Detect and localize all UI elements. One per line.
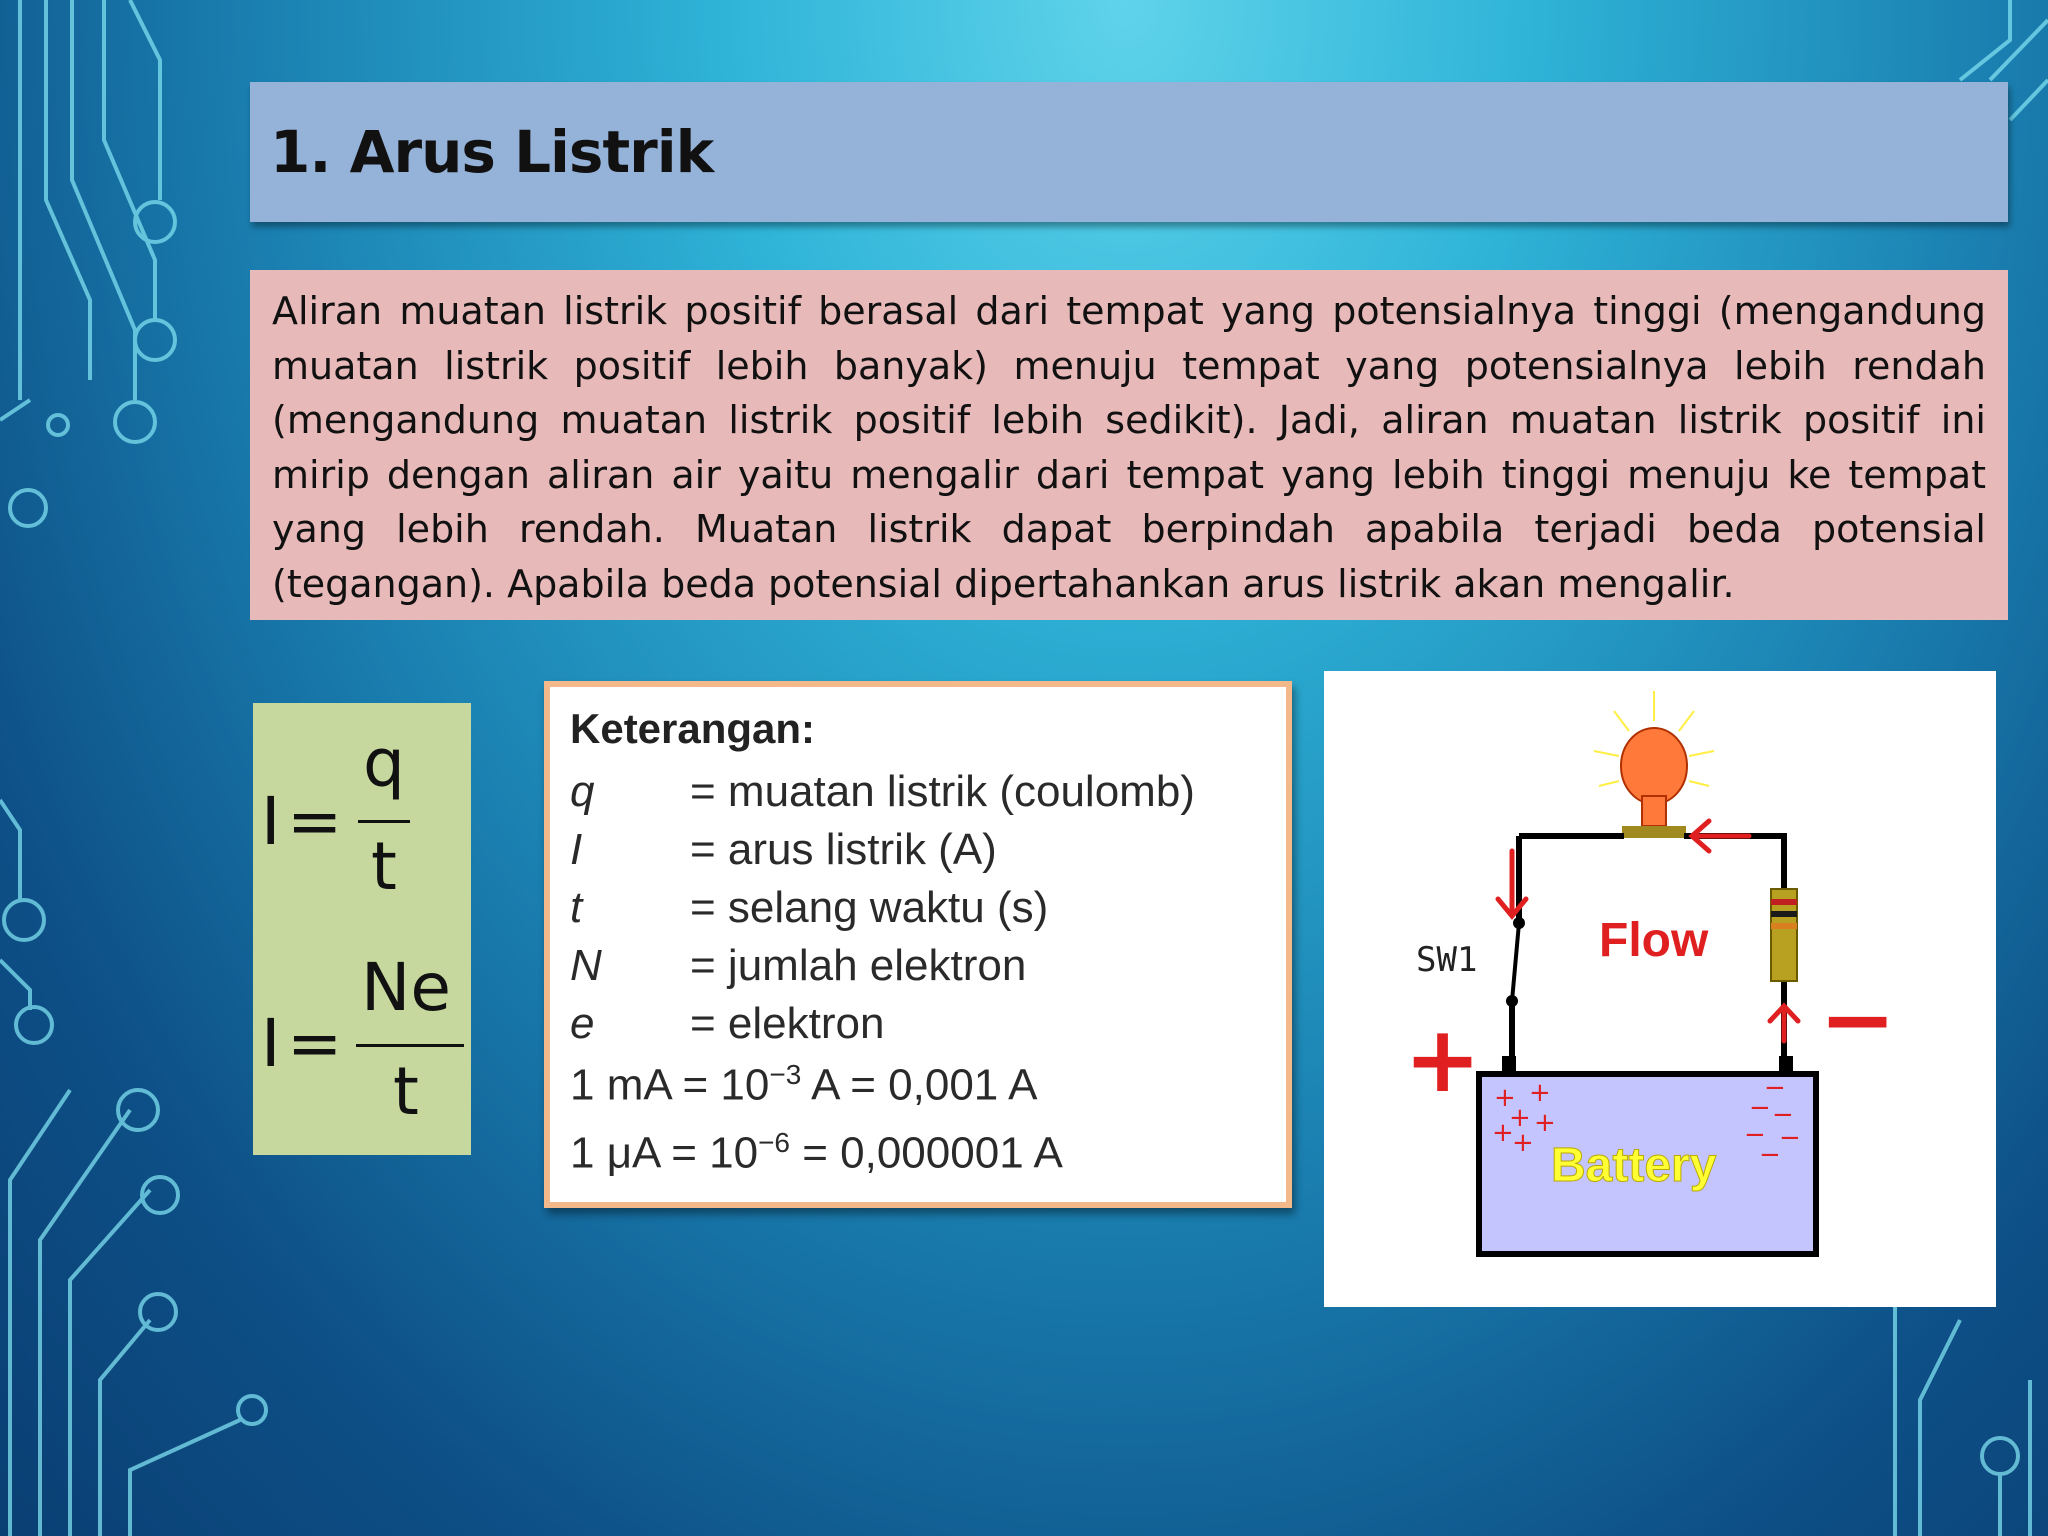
formula1-denominator: t: [371, 828, 397, 905]
legend-text: = arus listrik (A): [690, 825, 997, 874]
legend-row: [570, 825, 997, 875]
legend-row: [570, 999, 884, 1049]
formula1-lhs: I: [261, 783, 281, 860]
formula1-fraction-line: [358, 820, 410, 823]
svg-text:+: +: [1512, 1128, 1534, 1158]
circuit-svg: [1324, 671, 1996, 1307]
legend-row: [570, 767, 1195, 817]
battery-label: Battery: [1551, 1139, 1717, 1192]
svg-text:−: −: [1772, 1100, 1794, 1130]
plus-sign: +: [1404, 1006, 1482, 1113]
bulb-neck: [1642, 796, 1666, 826]
legend-symbol: q: [570, 767, 595, 816]
formula-box: [253, 703, 471, 1155]
svg-text:−: −: [1749, 1093, 1771, 1123]
svg-text:+: +: [1509, 1103, 1531, 1133]
legend-text: = elektron: [690, 999, 885, 1048]
legend-text: = jumlah elektron: [690, 941, 1027, 990]
svg-text:+: +: [1534, 1108, 1556, 1138]
bulb-base: [1622, 826, 1686, 838]
description-text: Aliran muatan listrik positif berasal dari tempat yang potensialnya tinggi (mengandung muatan listrik positif lebih banyak) menuju tempat yang potensialnya lebih rendah (mengandung muatan listrik positif lebih sedikit). Jadi, aliran muatan listrik positif ini mirip dengan aliran air yaitu mengalir dari tempat yang lebih tinggi menuju ke tempat yang lebih rendah. Muatan listrik dapat berpindah apabila terjadi beda potensial (tegangan). Apabila beda potensial dipertahankan arus listrik akan mengalir.: [272, 289, 1986, 606]
legend-box: [544, 681, 1292, 1208]
legend-ua-row: 1 $\mu A = 10^{-6} = 0,000001$ A: [570, 1127, 1063, 1178]
legend-row: [570, 941, 1026, 991]
legend-symbol: I: [570, 825, 583, 874]
description-box: [250, 270, 2008, 620]
formula1-equals: =: [287, 783, 343, 860]
formula1-numerator: q: [363, 725, 405, 802]
title-bar: [250, 82, 2008, 222]
svg-text:−: −: [1759, 1140, 1781, 1170]
formula2-lhs: I: [261, 1005, 281, 1082]
legend-symbol: N: [570, 941, 602, 990]
formula2-equals: =: [287, 1005, 343, 1082]
switch-label: SW1: [1416, 940, 1478, 980]
legend-title: Keterangan:: [570, 705, 816, 752]
legend-symbol: e: [570, 999, 595, 1048]
svg-text:+: +: [1492, 1118, 1514, 1148]
legend-symbol: t: [570, 883, 583, 932]
slide-title: 1. Arus Listrik: [270, 118, 714, 186]
formula2-fraction-line: [356, 1044, 464, 1047]
legend-ma-row: 1 mA = $10^{-3}$ A = 0,001 A: [570, 1059, 1038, 1110]
legend-text: = muatan listrik (coulomb): [690, 767, 1195, 816]
formula2-denominator: t: [393, 1053, 419, 1130]
svg-text:+: +: [1529, 1078, 1551, 1108]
switch-blade: [1512, 923, 1519, 1001]
bulb-icon: [1621, 728, 1687, 804]
legend-row: [570, 883, 1048, 933]
formula2-numerator: Ne: [361, 949, 451, 1026]
circuit-diagram: [1324, 671, 1996, 1307]
svg-text:−: −: [1779, 1123, 1801, 1153]
svg-text:+: +: [1494, 1083, 1516, 1113]
svg-text:−: −: [1744, 1120, 1766, 1150]
svg-text:−: −: [1764, 1073, 1786, 1103]
legend-text: = selang waktu (s): [690, 883, 1049, 932]
minus-sign: −: [1819, 966, 1897, 1073]
flow-label: Flow: [1599, 914, 1709, 967]
